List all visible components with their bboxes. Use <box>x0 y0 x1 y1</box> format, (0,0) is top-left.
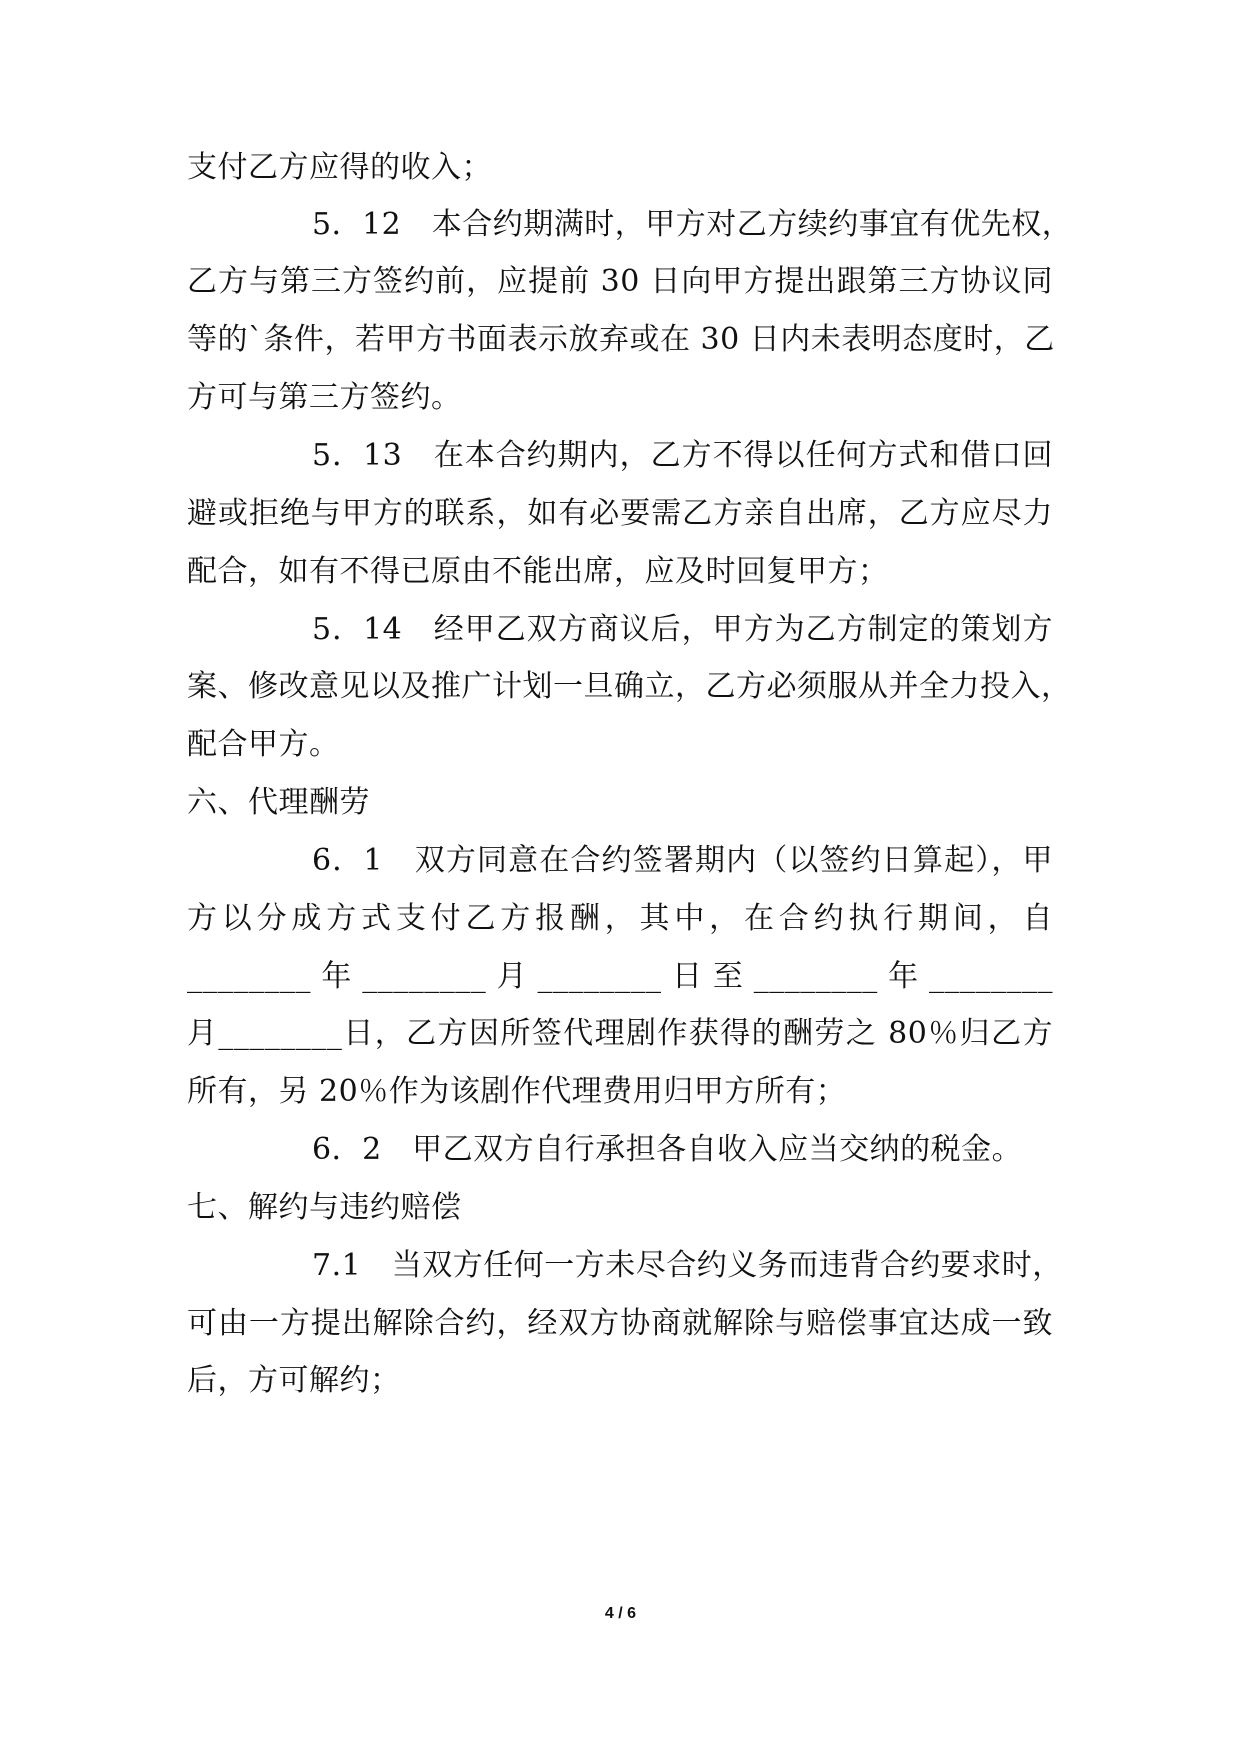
clause-5-12-line-3: 等的`条件，若甲方书面表示放弃或在 30 日内未表明态度时，乙 <box>187 322 1055 357</box>
text-line-1: 支付乙方应得的收入； <box>187 150 492 185</box>
clause-6-2-line-1: 6．2 甲乙双方自行承担各自收入应当交纳的税金。 <box>312 1132 1023 1167</box>
clause-5-13-line-2: 避或拒绝与甲方的联系，如有必要需乙方亲自出席，乙方应尽力 <box>187 496 1053 531</box>
clause-5-14-line-3: 配合甲方。 <box>187 727 340 762</box>
clause-5-12-line-2: 乙方与第三方签约前，应提前 30 日向甲方提出跟第三方协议同 <box>187 264 1053 299</box>
clause-5-12-line-1: 5．12 本合约期满时，甲方对乙方续约事宜有优先权， <box>312 207 1073 242</box>
clause-6-1-line-4: 月________日，乙方因所签代理剧作获得的酬劳之 80％归乙方 <box>187 1016 1053 1051</box>
clause-6-1-line-1: 6．1 双方同意在合约签署期内（以签约日算起），甲 <box>312 843 1053 878</box>
clause-5-14-line-1: 5．14 经甲乙双方商议后，甲方为乙方制定的策划方 <box>312 612 1053 647</box>
section-6-heading: 六、代理酬劳 <box>187 785 370 820</box>
clause-6-1-line-3: ________年________月________日至________年________ <box>187 959 1053 994</box>
clause-5-13-line-1: 5．13 在本合约期内，乙方不得以任何方式和借口回 <box>312 438 1053 473</box>
clause-7-1-line-2: 可由一方提出解除合约，经双方协商就解除与赔偿事宜达成一致 <box>187 1306 1053 1341</box>
clause-6-1-line-5: 所有，另 20％作为该剧作代理费用归甲方所有； <box>187 1074 847 1109</box>
section-7-heading: 七、解约与违约赔偿 <box>187 1190 462 1225</box>
clause-7-1-line-1: 7.1 当双方任何一方未尽合约义务而违背合约要求时， <box>312 1248 1063 1283</box>
clause-6-1-line-2: 方以分成方式支付乙方报酬，其中，在合约执行期间，自 <box>187 901 1053 936</box>
clause-5-12-line-4: 方可与第三方签约。 <box>187 380 462 415</box>
clause-5-13-line-3: 配合，如有不得已原由不能出席，应及时回复甲方； <box>187 554 889 589</box>
clause-5-14-line-2: 案、修改意见以及推广计划一旦确立，乙方必须服从并全力投入， <box>187 669 1072 704</box>
clause-7-1-line-3: 后，方可解约； <box>187 1363 401 1398</box>
page-number: 4 / 6 <box>604 1605 637 1622</box>
